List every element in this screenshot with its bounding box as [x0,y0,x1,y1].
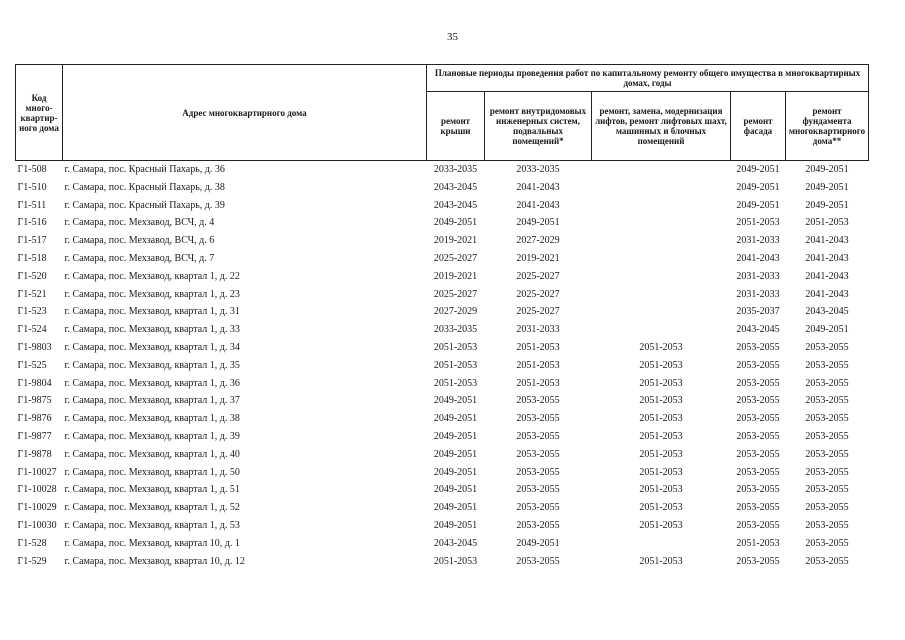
table-body [16,161,869,571]
cell-lifts [592,286,731,304]
cell-facade: 2053-2055 [736,413,780,425]
header-facade: ремонт фасада [731,92,786,161]
cell-lifts: 2051-2053 [639,359,683,371]
cell-facade: 2053-2055 [736,341,780,353]
header-foundation: ремонт фундамента многоквартирного дома** [786,92,869,161]
table-row [16,357,869,375]
cell-lifts [592,197,731,215]
cell-roof: 2049-2051 [433,413,478,425]
cell-address: г. Самара, пос. Мехзавод, квартал 1, д. 38 [64,413,240,425]
cell-roof: 2043-2045 [433,199,478,211]
cell-roof: 2051-2053 [433,555,478,567]
cell-facade: 2049-2051 [736,181,780,193]
cell-address: г. Самара, пос. Мехзавод, квартал 1, д. 37 [64,395,240,407]
table-row [16,446,869,464]
cell-roof: 2049-2051 [433,448,478,460]
cell-code: Г1-521 [17,288,47,300]
table-row [16,553,869,571]
cell-address: г. Самара, пос. Мехзавод, квартал 1, д. 34 [64,341,240,353]
cell-systems: 2025-2027 [516,270,560,282]
cell-roof: 2019-2021 [433,270,478,282]
cell-systems: 2053-2055 [516,395,560,407]
cell-code: Г1-523 [17,306,47,318]
cell-lifts [592,214,731,232]
cell-foundation: 2041-2043 [805,288,849,300]
cell-systems: 2025-2027 [516,288,560,300]
table-row [16,250,869,268]
cell-lifts: 2051-2053 [639,448,683,460]
cell-facade: 2031-2033 [736,288,780,300]
cell-systems: 2019-2021 [516,252,560,264]
cell-lifts [592,179,731,197]
cell-address: г. Самара, пос. Красный Пахарь, д. 39 [64,199,225,211]
repair-schedule-table [15,64,869,570]
cell-facade: 2053-2055 [736,430,780,442]
cell-code: Г1-9803 [17,341,52,353]
cell-address: г. Самара, пос. Мехзавод, квартал 1, д. 22 [64,270,240,282]
table-row [16,464,869,482]
cell-address: г. Самара, пос. Мехзавод, квартал 1, д. 36 [64,377,240,389]
cell-address: г. Самара, пос. Мехзавод, квартал 1, д. 51 [64,484,240,496]
cell-lifts: 2051-2053 [639,430,683,442]
cell-systems: 2041-2043 [516,181,560,193]
cell-lifts [592,321,731,339]
cell-code: Г1-516 [17,217,47,229]
cell-lifts: 2051-2053 [639,341,683,353]
cell-lifts: 2051-2053 [639,484,683,496]
cell-roof: 2049-2051 [433,502,478,514]
cell-facade: 2053-2055 [736,555,780,567]
cell-foundation: 2053-2055 [805,430,849,442]
cell-foundation: 2053-2055 [805,395,849,407]
cell-lifts [592,303,731,321]
cell-address: г. Самара, пос. Мехзавод, квартал 1, д. 53 [64,519,240,531]
cell-code: Г1-10027 [17,466,57,478]
cell-facade: 2053-2055 [736,519,780,531]
table-row [16,197,869,215]
cell-code: Г1-9878 [17,448,52,460]
table-row [16,214,869,232]
cell-lifts [592,268,731,286]
cell-address: г. Самара, пос. Мехзавод, квартал 1, д. 35 [64,359,240,371]
cell-roof: 2043-2045 [433,181,478,193]
cell-lifts: 2051-2053 [639,466,683,478]
cell-facade: 2053-2055 [736,377,780,389]
cell-code: Г1-529 [17,555,47,567]
cell-address: г. Самара, пос. Мехзавод, квартал 1, д. 39 [64,430,240,442]
cell-code: Г1-508 [17,164,47,175]
table-row [16,232,869,250]
cell-code: Г1-528 [17,537,47,549]
cell-code: Г1-9875 [17,395,52,407]
cell-systems: 2031-2033 [516,324,560,336]
cell-roof: 2049-2051 [433,217,478,229]
cell-code: Г1-518 [17,252,47,264]
cell-facade: 2035-2037 [736,306,780,318]
cell-address: г. Самара, пос. Мехзавод, ВСЧ, д. 6 [64,235,215,247]
cell-foundation: 2043-2045 [805,306,849,318]
header-periods: Плановые периоды проведения работ по капитальному ремонту общего имущества в многоквартирных домах, годы [427,65,869,92]
cell-foundation: 2049-2051 [805,164,849,175]
cell-lifts: 2051-2053 [639,555,683,567]
cell-systems: 2033-2035 [516,164,560,175]
cell-lifts: 2051-2053 [639,519,683,531]
cell-code: Г1-511 [17,199,47,211]
cell-facade: 2049-2051 [736,199,780,211]
cell-facade: 2031-2033 [736,235,780,247]
cell-roof: 2043-2045 [433,537,478,549]
table-row [16,268,869,286]
cell-code: Г1-524 [17,324,47,336]
cell-foundation: 2053-2055 [805,466,849,478]
cell-roof: 2025-2027 [433,252,478,264]
table-row [16,161,869,179]
table-row [16,517,869,535]
cell-address: г. Самара, пос. Мехзавод, квартал 1, д. 52 [64,502,240,514]
header-systems: ремонт внутридомовых инженерных систем, подвальных помещений* [485,92,592,161]
cell-facade: 2051-2053 [736,217,780,229]
cell-foundation: 2053-2055 [805,537,849,549]
cell-systems: 2053-2055 [516,484,560,496]
cell-address: г. Самара, пос. Мехзавод, квартал 1, д. 33 [64,324,240,336]
cell-systems: 2053-2055 [516,448,560,460]
cell-systems: 2051-2053 [516,359,560,371]
cell-code: Г1-9877 [17,430,52,442]
table-row [16,321,869,339]
cell-code: Г1-510 [17,181,47,193]
table-row [16,481,869,499]
page-number: 35 [447,31,458,43]
header-lifts: ремонт, замена, модернизация лифтов, ремонт лифтовых шахт, машинных и блочных помещений [592,92,731,161]
cell-facade: 2053-2055 [736,484,780,496]
cell-address: г. Самара, пос. Мехзавод, ВСЧ, д. 4 [64,217,215,229]
cell-foundation: 2053-2055 [805,377,849,389]
cell-address: г. Самара, пос. Красный Пахарь, д. 36 [64,164,225,175]
header-address: Адрес многоквартирного дома [63,65,427,161]
cell-foundation: 2049-2051 [805,324,849,336]
cell-roof: 2049-2051 [433,466,478,478]
cell-address: г. Самара, пос. Мехзавод, ВСЧ, д. 7 [64,252,215,264]
cell-roof: 2051-2053 [433,377,478,389]
cell-systems: 2051-2053 [516,341,560,353]
cell-foundation: 2041-2043 [805,252,849,264]
cell-systems: 2053-2055 [516,430,560,442]
cell-roof: 2049-2051 [433,430,478,442]
table-row [16,499,869,517]
cell-foundation: 2049-2051 [805,199,849,211]
cell-roof: 2025-2027 [433,288,478,300]
cell-roof: 2019-2021 [433,235,478,247]
cell-lifts [592,232,731,250]
cell-facade: 2053-2055 [736,395,780,407]
table-row [16,535,869,553]
cell-roof: 2049-2051 [433,484,478,496]
cell-systems: 2025-2027 [516,306,560,318]
cell-foundation: 2053-2055 [805,341,849,353]
cell-roof: 2049-2051 [433,519,478,531]
cell-systems: 2027-2029 [516,235,560,247]
cell-lifts [592,250,731,268]
cell-address: г. Самара, пос. Мехзавод, квартал 10, д. 12 [64,555,245,567]
cell-foundation: 2049-2051 [805,181,849,193]
cell-facade: 2041-2043 [736,252,780,264]
cell-foundation: 2041-2043 [805,235,849,247]
header-code: Код много-квартир-ного дома [16,65,63,161]
cell-facade: 2051-2053 [736,537,780,549]
cell-code: Г1-520 [17,270,47,282]
cell-lifts: 2051-2053 [639,377,683,389]
table-row [16,179,869,197]
cell-foundation: 2053-2055 [805,484,849,496]
cell-roof: 2049-2051 [433,395,478,407]
cell-foundation: 2053-2055 [805,448,849,460]
cell-code: Г1-10029 [17,502,57,514]
cell-address: г. Самара, пос. Мехзавод, квартал 10, д. 1 [64,537,240,549]
cell-facade: 2053-2055 [736,359,780,371]
table-row [16,339,869,357]
table-row [16,428,869,446]
cell-address: г. Самара, пос. Мехзавод, квартал 1, д. 23 [64,288,240,300]
table-row [16,375,869,393]
cell-systems: 2049-2051 [516,217,560,229]
cell-foundation: 2053-2055 [805,519,849,531]
cell-foundation: 2053-2055 [805,359,849,371]
cell-foundation: 2053-2055 [805,413,849,425]
cell-facade: 2053-2055 [736,502,780,514]
cell-roof: 2033-2035 [433,324,478,336]
cell-systems: 2053-2055 [516,519,560,531]
cell-code: Г1-9804 [17,377,52,389]
cell-roof: 2051-2053 [433,341,478,353]
cell-code: Г1-525 [17,359,47,371]
cell-facade: 2031-2033 [736,270,780,282]
cell-systems: 2041-2043 [516,199,560,211]
cell-code: Г1-517 [17,235,47,247]
cell-address: г. Самара, пос. Красный Пахарь, д. 38 [64,181,225,193]
cell-address: г. Самара, пос. Мехзавод, квартал 1, д. 50 [64,466,240,478]
cell-lifts [592,161,731,179]
cell-lifts: 2051-2053 [639,502,683,514]
table-row [16,410,869,428]
cell-foundation: 2053-2055 [805,502,849,514]
cell-code: Г1-10030 [17,519,57,531]
cell-foundation: 2053-2055 [805,555,849,567]
cell-systems: 2049-2051 [516,537,560,549]
cell-lifts: 2051-2053 [639,395,683,407]
cell-systems: 2053-2055 [516,413,560,425]
cell-systems: 2053-2055 [516,555,560,567]
cell-address: г. Самара, пос. Мехзавод, квартал 1, д. 40 [64,448,240,460]
cell-systems: 2051-2053 [516,377,560,389]
cell-roof: 2051-2053 [433,359,478,371]
cell-roof: 2033-2035 [433,164,478,175]
cell-code: Г1-10028 [17,484,57,496]
cell-systems: 2053-2055 [516,466,560,478]
cell-foundation: 2051-2053 [805,217,849,229]
cell-foundation: 2041-2043 [805,270,849,282]
cell-address: г. Самара, пос. Мехзавод, квартал 1, д. 31 [64,306,240,318]
cell-facade: 2053-2055 [736,466,780,478]
cell-roof: 2027-2029 [433,306,478,318]
header-roof: ремонт крыши [427,92,485,161]
cell-facade: 2049-2051 [736,164,780,175]
cell-systems: 2053-2055 [516,502,560,514]
cell-lifts [592,535,731,553]
table-row [16,286,869,304]
table-row [16,303,869,321]
cell-lifts: 2051-2053 [639,413,683,425]
table-row [16,392,869,410]
cell-facade: 2043-2045 [736,324,780,336]
cell-facade: 2053-2055 [736,448,780,460]
cell-code: Г1-9876 [17,413,52,425]
